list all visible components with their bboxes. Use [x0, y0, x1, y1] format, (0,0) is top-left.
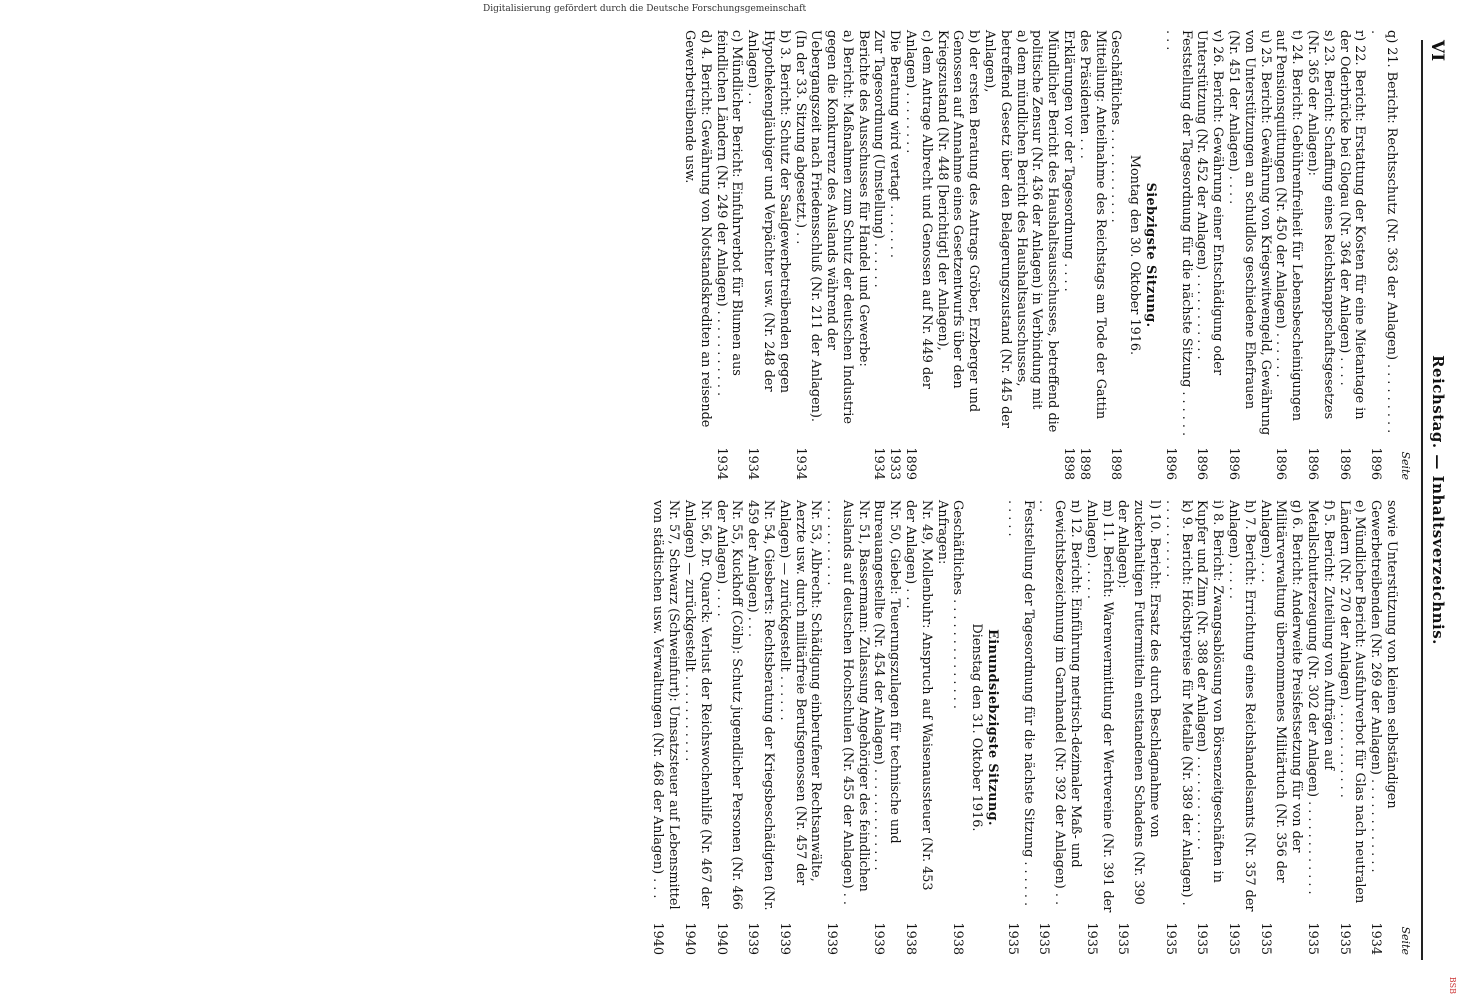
toc-entry — [713, 500, 745, 955]
entry-text: i) 8. Bericht: Zwangsablösung von Börsenzeitgeschäften in Kupfer und Zinn (Nr. 388 der Anlagen) . . . . . . . . . . . . — [1194, 500, 1226, 883]
toc-entry — [1194, 500, 1226, 955]
entry-text: Feststellung der Tagesordnung für die nächste Sitzung . . . . . . . . . . . — [1004, 500, 1036, 907]
library-stamp: BSB — [1448, 976, 1457, 994]
entry-text: Nr. 50, Giebel: Teuerungszulagen für technische und Bureauangestellte (Nr. 454 der Anlagen) . . . . . . . . . . . . . — [871, 500, 903, 871]
entry-text: Anfragen: — [934, 500, 950, 565]
toc-entry — [744, 500, 776, 955]
toc-entry — [1004, 500, 1036, 955]
toc-entry — [681, 500, 713, 955]
entry-text: Die Beratung wird vertagt . . . . . . . — [887, 30, 903, 259]
toc-entry — [1036, 500, 1083, 955]
toc-entry — [902, 500, 934, 955]
toc-entry — [1367, 30, 1399, 480]
entry-page: 1896 — [1226, 447, 1242, 480]
toc-entry — [1162, 30, 1194, 480]
toc-entry — [1273, 30, 1305, 480]
entry-page: 1938 — [903, 922, 919, 955]
entry-page: 1896 — [1162, 447, 1178, 480]
toc-entry — [792, 30, 855, 480]
entry-page: 1935 — [1257, 922, 1273, 955]
entry-text: e) Mündlicher Bericht: Ausfuhrverbot für Glas nach neutralen Ländern (Nr. 270 der Anlagen) . . . . . . . . . . . . — [1336, 500, 1368, 904]
toc-entry — [1108, 30, 1124, 480]
entry-text: s) 23. Bericht: Schaffung eines Reichsknappschaftsgesetzes (Nr. 365 der Anlagen): — [1305, 30, 1336, 420]
entry-page: 1896 — [1194, 447, 1210, 480]
seite-label: Seite — [1399, 451, 1412, 480]
entry-page: 1940 — [681, 922, 697, 955]
entry-page: 1934 — [871, 447, 887, 480]
entry-text: q) 21. Bericht: Rechtsschutz (Nr. 363 der Anlagen) . . . . . . . . . . — [1368, 30, 1399, 434]
entry-page: 1939 — [776, 922, 792, 955]
toc-entry — [902, 30, 934, 480]
toc-entry — [1115, 500, 1162, 955]
session-heading: Siebzigste Sitzung. — [1143, 182, 1159, 328]
entry-text: Nr. 49, Mollenbuhr: Anspruch auf Waisenaussteuer (Nr. 453 der Anlagen) . . . — [903, 500, 934, 891]
entry-text: Nr. 51, Bassermann: Zulassung Angehöriger des feindlichen Auslands auf deutschen Hochschulen (Nr. 455 der Anlagen) . . . . . . . . . . . . . — [824, 500, 871, 905]
session-date: Montag den 30. Oktober 1916. — [1127, 154, 1143, 356]
entry-text: Geschäftliches . . . . . . . . . . . . — [1108, 30, 1124, 223]
entry-text: u) 25. Bericht: Gewährung von Kriegswitwengeld, Gewährung von Unterstützungen an schuldlos geschiedene Ehefrauen (Nr. 451 der Anlagen) . . . . — [1226, 30, 1273, 436]
right-entries — [650, 500, 1399, 955]
toc-entry — [1162, 500, 1194, 955]
toc-entry — [871, 30, 887, 480]
toc-entry — [744, 30, 791, 480]
entry-text: Geschäftliches . . . . . . . . . . . . . . — [950, 500, 966, 709]
toc-entry — [1336, 500, 1368, 955]
entry-text: Mündlicher Bericht des Haushaltsausschusses, betreffend die politische Zensur (Nr. 436 der Anlagen) in Verbindung mit — [1029, 30, 1061, 433]
toc-entry — [934, 500, 950, 955]
entry-page: 1934 — [792, 447, 808, 480]
session-heading: Einundsiebzigste Sitzung. — [985, 629, 1001, 826]
entry-page: 1940 — [650, 922, 666, 955]
entry-text: Mitteilung: Anteilnahme des Reichstags am Tode der Gattin des Präsidenten . . . — [1076, 30, 1108, 420]
entry-page: 1896 — [1336, 447, 1352, 480]
entry-page: 1898 — [1108, 447, 1124, 480]
entry-page: 1896 — [1305, 447, 1321, 480]
entry-text: Nr. 56, Dr. Quarck: Verlust der Reichswochenhilfe (Nr. 467 der Anlagen) — zurückgestellt . . . . . . . . . . . — [681, 500, 713, 909]
entry-page: 1935 — [1305, 922, 1321, 955]
entry-page: 1898 — [1061, 447, 1077, 480]
toc-entry — [1225, 500, 1257, 955]
entry-page: 1934 — [745, 447, 761, 480]
entry-text: Berichte des Ausschusses für Handel und Gewerbe: — [855, 30, 871, 367]
toc-entry — [950, 500, 966, 955]
entry-text: g) 6. Bericht: Anderweite Preisfestsetzung für von der Militärverwaltung übernommenes Militärtuch (Nr. 356 der Anlagen) . . . — [1257, 500, 1305, 883]
entry-text: Erklärungen vor der Tagesordnung . . . . — [1061, 30, 1077, 292]
entry-text: t) 24. Bericht: Gebührenfreiheit für Lebensbescheinigungen auf Pensionsquittungen (Nr. 450 der Anlagen) . . . . . . — [1273, 30, 1305, 422]
entry-text: Zur Tagesordnung (Umstellung) . . . . . . — [871, 30, 887, 288]
running-header — [1421, 40, 1449, 960]
toc-entry — [1304, 30, 1336, 480]
entry-page: 1935 — [1004, 922, 1020, 955]
toc-entry — [1336, 30, 1368, 480]
entry-text: a) dem mündlichen Bericht des Haushaltsausschusses, betreffend Gesetz über den Belagerungszustand (Nr. 445 der Anlagen), — [982, 30, 1029, 428]
toc-entry — [981, 30, 1028, 480]
entry-page: 1934 — [1368, 922, 1384, 955]
entry-page: 1896 — [1273, 447, 1289, 480]
toc-entry — [776, 500, 823, 955]
entry-text: d) 4. Bericht: Gewährung von Notstandskrediten an reisende Gewerbetreibende usw. — [681, 30, 713, 428]
toc-entry — [713, 30, 745, 480]
toc-entry — [855, 30, 871, 480]
toc-entry — [1029, 30, 1061, 480]
entry-page: 1935 — [1336, 922, 1352, 955]
entry-text: r) 22. Bericht: Erstattung der Kosten für eine Mietantage in der Oderbrücke bei Glogau (Nr. 364 der Anlagen) . . . . — [1336, 30, 1368, 420]
entry-page: 1940 — [713, 922, 729, 955]
margin-note: Digitalisierung gefördert durch die Deutsche Forschungsgemeinschaft — [483, 4, 807, 14]
left-entries — [681, 30, 1399, 480]
toc-entry — [681, 30, 713, 480]
entry-page: 1939 — [871, 922, 887, 955]
entry-text: k) 9. Bericht: Höchstpreise für Metalle (Nr. 389 der Anlagen) . . . . . . . . . . . — [1162, 500, 1194, 906]
entry-page: 1935 — [1194, 922, 1210, 955]
entry-text: b) 3. Bericht: Schutz der Saalgewerbetreibenden gegen Hypothekengläubiger und Verpächter usw. (Nr. 248 der Anlagen) . . — [745, 30, 792, 394]
entry-text: Nr. 54, Giesberts: Rechtsberatung der Kriegsbeschädigten (Nr. 459 der Anlagen) . . . — [745, 500, 776, 911]
entry-page: 1939 — [745, 922, 761, 955]
entry-page: 1935 — [1162, 922, 1178, 955]
running-title: Reichstag. — Inhaltsverzeichnis. — [1429, 355, 1447, 645]
session-date: Dienstag den 31. Oktober 1916. — [969, 623, 985, 832]
left-column — [681, 30, 1413, 480]
entry-page: 1935 — [1226, 922, 1242, 955]
entry-text: c) dem Antrage Albrecht und Genossen auf Nr. 449 der Anlagen) . . . . . . . . — [903, 30, 934, 389]
toc-entry — [934, 30, 981, 480]
entry-text: sowie Unterstützung von kleinen selbständigen Gewerbetreibenden (Nr. 269 der Anlagen) . . . . . . . . . . . . — [1368, 500, 1399, 873]
toc-entry — [823, 500, 870, 955]
entry-text: Nr. 55, Kuckhoff (Cöln): Schutz jugendlicher Personen (Nr. 466 der Anlagen) . . . . — [713, 500, 745, 910]
entry-text: h) 7. Bericht: Errichtung eines Reichshandelsamts (Nr. 357 der Anlagen) . . . . . — [1226, 500, 1257, 912]
page-number: VI — [1427, 40, 1447, 62]
toc-entry — [650, 500, 682, 955]
entry-page: 1935 — [1083, 922, 1099, 955]
seite-label: Seite — [1399, 926, 1412, 955]
entry-page: 1934 — [713, 447, 729, 480]
entry-text: c) Mündlicher Bericht: Einfuhrverbot für Blumen aus feindlichen Ländern (Nr. 249 der Anlagen) . . . . . . . . . . . — [713, 30, 745, 397]
entry-page: 1935 — [1036, 922, 1052, 955]
right-column — [650, 500, 1413, 955]
entry-page: 1899 — [903, 447, 919, 480]
toc-entry — [1257, 500, 1304, 955]
toc-entry — [887, 30, 903, 480]
toc-entry — [1367, 500, 1399, 955]
entry-text: m) 11. Bericht: Warenvermittlung der Wertvereine (Nr. 391 der Anlagen) . . . . . — [1083, 500, 1115, 913]
entry-text: Feststellung der Tagesordnung für die nächste Sitzung . . . . . . . . . — [1162, 30, 1194, 437]
entry-text: b) der ersten Beratung des Antrags Gröber, Erzberger und Genossen auf Annahme eines Gesetzentwurfs über den Kriegszustand (Nr. 448 [berichtigt] der Anlagen), — [934, 30, 982, 413]
entry-text: l) 10. Bericht: Ersatz des durch Beschlagnahme von zuckerhaltigen Futtermitteln entstandenen Schadens (Nr. 390 der Anlagen): — [1115, 500, 1163, 905]
toc-entry — [1225, 30, 1272, 480]
entry-text: Nr. 57, Schwarz (Schweinfurt): Umsatzsteuer auf Lebensmittel von städtischen usw. Verwaltungen (Nr. 468 der Anlagen) . . . — [650, 500, 682, 910]
entry-page: 1933 — [887, 447, 903, 480]
entry-text: v) 26. Bericht: Gewährung einer Entschädigung oder Unterstützung (Nr. 452 der Anlagen) . . . . . . . . . . . — [1194, 30, 1226, 376]
entry-text: Nr. 53, Albrecht: Schädigung einberufener Rechtsanwälte, Aerzte usw. durch militärfreie Berufsgenossen (Nr. 457 der Anlagen) — zurückgestellt . . . . . . — [776, 500, 824, 886]
toc-entry — [871, 500, 903, 955]
toc-entry — [1076, 30, 1108, 480]
entry-page: 1898 — [1076, 447, 1092, 480]
entry-page: 1935 — [1115, 922, 1131, 955]
entry-page: 1938 — [950, 922, 966, 955]
entry-page: 1896 — [1368, 447, 1384, 480]
entry-text: n) 12. Bericht: Einführung metrisch-dezimaler Maß- und Gewichtsbezeichnung im Garnhandel (Nr. 392 der Anlagen) . . . . — [1036, 500, 1084, 906]
entry-text: f) 5. Bericht: Zuteilung von Aufträgen auf Metallschutterzeugung (Nr. 302 der Anlagen) . . . . . . . . . . . . — [1305, 500, 1336, 895]
toc-entry — [1083, 500, 1115, 955]
entry-text: a) Bericht: Maßnahmen zum Schutz der deutschen Industrie gegen die Konkurrenz des Auslands während der Uebergangszeit nach Friedensschluß (Nr. 211 der Anlagen). (In der 33. Sitzung abgesetzt.) . . — [792, 30, 855, 424]
entry-page: 1939 — [824, 922, 840, 955]
toc-entry — [1194, 30, 1226, 480]
toc-entry — [1304, 500, 1336, 955]
toc-entry — [1060, 30, 1076, 480]
